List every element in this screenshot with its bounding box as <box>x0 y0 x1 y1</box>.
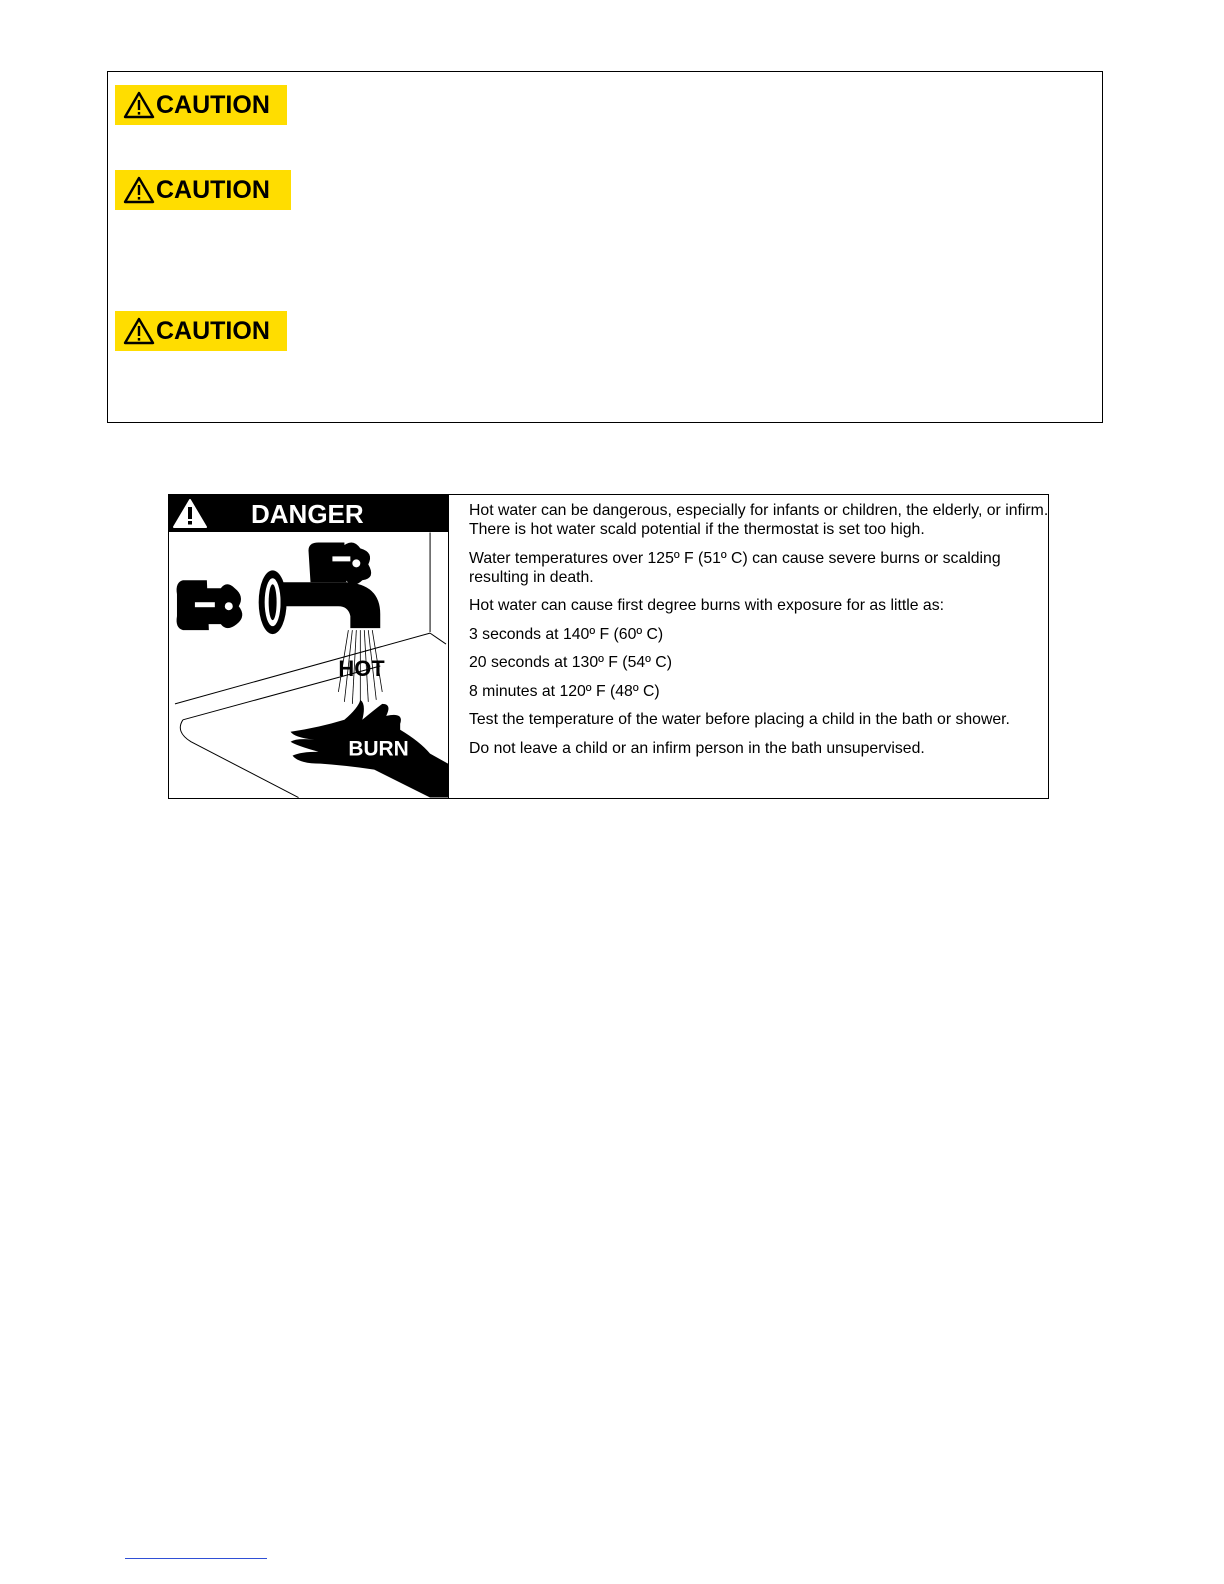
caution-text: CAUTION <box>156 90 270 119</box>
danger-paragraph: 20 seconds at 130º F (54º C) <box>469 654 672 671</box>
caution-text: CAUTION <box>156 175 270 204</box>
danger-paragraph: 3 seconds at 140º F (60º C) <box>469 625 664 643</box>
footer-link-underline[interactable] <box>125 1558 267 1559</box>
danger-paragraph: Test the temperature of the water before placing a child in the bath or shower. <box>469 711 1010 728</box>
danger-paragraph: Do not leave a child or an infirm person in the bath unsupervised. <box>469 739 925 757</box>
danger-warning-box <box>168 494 1049 799</box>
warning-triangle-icon <box>172 498 208 529</box>
danger-paragraph: Hot water can be dangerous, especially for infants or children, the elderly, or infirm. There is hot water scald potential if the thermostat is set too high. <box>469 502 1049 538</box>
danger-paragraph: 8 minutes at 120º F (48º C) <box>469 682 660 700</box>
caution-label <box>115 170 291 210</box>
danger-header <box>169 495 449 532</box>
danger-paragraph: Water temperatures over 125º F (51º C) can cause severe burns or scalding resulting in death. <box>469 549 1001 586</box>
danger-label: DANGER <box>251 499 364 529</box>
caution-box <box>107 71 1103 423</box>
danger-paragraph: Hot water can cause first degree burns with exposure for as little as: <box>469 597 945 614</box>
caution-label <box>115 311 287 351</box>
burn-label: BURN <box>348 737 409 761</box>
scald-illustration <box>169 532 449 798</box>
caution-text: CAUTION <box>156 316 270 345</box>
warning-triangle-icon <box>123 316 155 346</box>
hot-water-burn-image <box>169 532 448 798</box>
caution-label <box>115 85 287 125</box>
warning-triangle-icon <box>123 175 155 205</box>
danger-text-block <box>469 501 1049 767</box>
warning-triangle-icon <box>123 90 155 120</box>
hot-label: HOT <box>338 655 385 681</box>
